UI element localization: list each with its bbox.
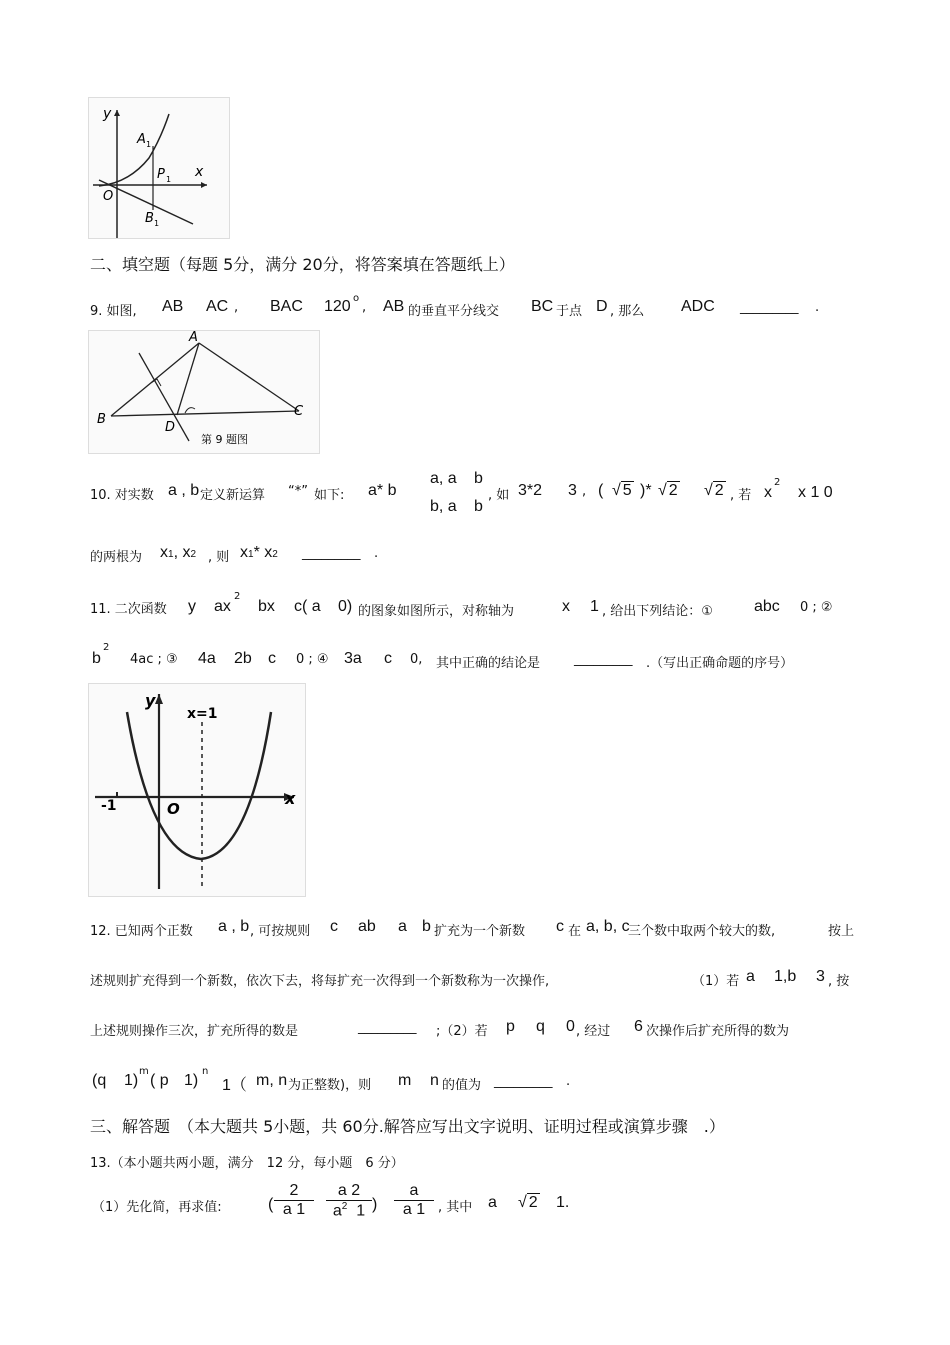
q11-blank: _________ [574, 652, 633, 667]
q12-m: m [139, 1066, 149, 1077]
q12-l4f: 为正整数)，则 [288, 1078, 372, 1093]
q11-bx: bx [258, 598, 275, 615]
q10-as: 如下: [314, 488, 345, 503]
q12-blank2: _________ [494, 1074, 553, 1089]
q9-comma2: , [362, 300, 367, 315]
q12-a1: a [746, 968, 755, 985]
q13-frac3 [394, 1182, 434, 1219]
q12-a: a [398, 918, 407, 935]
q11-x: x [562, 598, 570, 615]
q12-l3c: , 经过 [576, 1024, 611, 1039]
q13-lp: ( [268, 1196, 274, 1213]
q12-n: n [202, 1066, 209, 1077]
q10-x1-sub: 1 [168, 549, 174, 560]
q11-desc: 的图象如图所示，对称轴为 [358, 604, 515, 619]
q10-x2: , x [173, 544, 191, 561]
q11-b2: 2b [234, 650, 252, 667]
fig8-a: A [137, 132, 146, 147]
q13-f1n: 2 [289, 1182, 299, 1199]
q9-perp: 的垂直平分线交 [408, 304, 500, 319]
q9-dot: . [815, 300, 820, 315]
figure-q9 [88, 330, 320, 454]
fig8-p: P [157, 167, 165, 182]
q10-num: 10. 对实数 [90, 488, 154, 503]
q11-give: , 给出下列结论：① [602, 604, 713, 619]
q12-dot: . [566, 1074, 571, 1089]
q9-adc: ADC [681, 298, 715, 315]
fig9-caption: 第 9 题图 [201, 433, 248, 446]
q12-blank1: _________ [358, 1020, 417, 1035]
q9-ab: AB [162, 298, 184, 315]
q11-z3: 0 ; ④ [296, 652, 329, 667]
q13-frac1 [274, 1182, 314, 1219]
q9-bc: BC [531, 298, 554, 315]
q9-angle: 120 [324, 298, 351, 315]
q12-l4d: 1) [184, 1072, 199, 1089]
q12-abc: a, b, c [586, 918, 630, 935]
q10-sqrt5: √ 5 [612, 482, 632, 499]
q13-f3n: a [409, 1182, 419, 1199]
q12-num: 12. 已知两个正数 [90, 924, 193, 939]
q11-z4: 0, [410, 652, 423, 667]
q10-p-x2: * x [253, 544, 273, 561]
q12-line2: 述规则扩充得到一个新数，依次下去，将每扩充一次得到一个新数称为一次操作, [90, 974, 550, 989]
q13-f2sup: 2 [341, 1201, 348, 1212]
q10-blank: _________ [302, 546, 361, 561]
q10-r5: 5 [622, 482, 632, 499]
fig9-a: A [189, 330, 198, 345]
q12-six: 6 [634, 1018, 643, 1035]
q12-l2c: , 按 [828, 974, 850, 989]
fig8-b: B [145, 211, 154, 226]
q11-correct: 其中正确的结论是 [436, 656, 541, 671]
q12-l4c: ( p [150, 1072, 169, 1089]
q11-c0: 0) [338, 598, 353, 615]
q13-f3d: a 1 [394, 1200, 434, 1219]
q9-then: , 那么 [610, 304, 645, 319]
fig11-y: y [145, 691, 156, 710]
q11-sup2: 2 [234, 591, 241, 602]
q10-rp: )* [640, 482, 652, 499]
q9-num: 9. 如图, [90, 304, 137, 319]
q12-q: q [536, 1018, 545, 1035]
q10-if: , 若 [730, 488, 752, 503]
q9-deg: o [353, 293, 360, 304]
q10-eqrest: x 1 0 [798, 484, 833, 501]
q11-x1: 1 [590, 598, 599, 615]
q13-one: 1. [556, 1194, 570, 1211]
q10-p-x1-sub: 1 [248, 549, 254, 560]
q12-b3: 3 [816, 968, 825, 985]
fig11-axis: x=1 [187, 706, 218, 722]
q9-at: 于点 [556, 304, 583, 319]
q13-part1: （1）先化简，再求值: [92, 1200, 222, 1215]
fig11-o: O [167, 800, 180, 818]
q10-ab: a , b [168, 482, 200, 499]
q11-b: b [92, 650, 101, 667]
q10-c2b: b [474, 498, 483, 515]
q13-f2d2: 1 [356, 1202, 366, 1220]
q10-c1b: b [474, 470, 483, 487]
q12-l4b: 1) [124, 1072, 139, 1089]
q10-roots [160, 544, 196, 562]
q13-a: a [488, 1194, 497, 1211]
q12-a1v: 1,b [774, 968, 797, 985]
q13-f2d: a [332, 1202, 342, 1220]
q12-l4e: 1（ [222, 1077, 247, 1094]
q10-p-x2-sub: 2 [272, 549, 278, 560]
q13-f2n: a 2 [337, 1182, 361, 1199]
q13-rp: ) [372, 1196, 378, 1213]
q9-comma1: , [234, 300, 239, 315]
q13-f1d: a 1 [274, 1200, 314, 1219]
q12-take: 三个数中取两个较大的数, [628, 924, 776, 939]
q11-ac4: 4ac ; ③ [130, 652, 178, 667]
fig9-b: B [97, 412, 106, 427]
q9-bac: BAC [270, 298, 303, 315]
q10-then: , 则 [208, 550, 230, 565]
q11-num: 11. 二次函数 [90, 602, 167, 617]
q11-bsup: 2 [103, 642, 110, 653]
q13-frac2 [326, 1182, 372, 1220]
q11-note: .（写出正确命题的序号） [646, 656, 794, 671]
section-2-title: 二、填空题（每题 5分，满分 20分，将答案填在答题纸上） [90, 255, 515, 274]
q9-blank: _________ [740, 300, 799, 315]
q10-x1: x [160, 544, 168, 561]
fig8-y: y [103, 106, 112, 122]
q12-l2b: （1）若 [692, 974, 740, 989]
q10-define: 定义新运算 [200, 488, 266, 503]
q10-ex1: 3*2 [518, 482, 543, 499]
q10-ex1r: 3 [568, 482, 577, 499]
q10-c2a: b, a [430, 498, 457, 515]
q10-lp: ( [598, 482, 604, 499]
q12-ab2: ab [358, 918, 376, 935]
fig8-o: O [103, 189, 114, 204]
q12-l3b: ;（2）若 [436, 1024, 488, 1039]
q10-x2-sub: 2 [190, 549, 197, 560]
fig11-x: x [285, 789, 296, 808]
q12-c2: c [556, 918, 564, 935]
figure-q8 [88, 97, 230, 239]
q11-c: c( a [294, 598, 321, 615]
q9-d: D [596, 298, 608, 315]
section-3-title: 三、解答题 （本大题共 5小题，共 60分.解答应写出文字说明、证明过程或演算步骤 .） [90, 1117, 725, 1136]
q12-val: 的值为 [442, 1078, 482, 1093]
q12-p: p [506, 1018, 515, 1035]
q10-r2b: 2 [714, 482, 724, 499]
q12-l3d: 次操作后扩充所得的数为 [646, 1024, 790, 1039]
q13-sqrt2: √ 2 [518, 1194, 538, 1211]
fig8-b-sub: 1 [154, 219, 160, 228]
q10-expr: a* b [368, 482, 397, 499]
q12-by: 按上 [828, 924, 855, 939]
q11-ax: ax [214, 598, 231, 615]
q12-line3: 上述规则操作三次，扩充所得的数是 [90, 1024, 299, 1039]
q10-star: “*” [288, 484, 308, 499]
q12-ext: 扩充为一个新数 [434, 924, 526, 939]
q10-sqrt2b: √ 2 [704, 482, 724, 499]
q11-c3: c [384, 650, 392, 667]
q10-p-x1: x [240, 544, 248, 561]
q10-line2: 的两根为 [90, 550, 143, 565]
q12-l4a: (q [92, 1072, 107, 1089]
fig9-d: D [165, 420, 176, 435]
q12-n2: n [430, 1072, 439, 1089]
q12-in: 在 [568, 924, 582, 939]
q12-mn: m, n [256, 1072, 288, 1089]
q10-r2a: 2 [668, 482, 678, 499]
q13-f2d-row [326, 1200, 372, 1220]
fig11-m1: -1 [101, 798, 117, 814]
q12-b: b [422, 918, 431, 935]
q11-z1: 0 ; ② [800, 600, 833, 615]
q11-abc: abc [754, 598, 780, 615]
fig8-p-sub: 1 [166, 175, 172, 184]
q12-ab: a , b [218, 918, 250, 935]
q13-header: 13.（本小题共两小题，满分 12 分，每小题 6 分） [90, 1156, 404, 1171]
q10-c1a: a, a [430, 470, 457, 487]
q9-ab2: AB [383, 298, 405, 315]
q10-eqx: x [764, 484, 772, 501]
q11-a3: 3a [344, 650, 362, 667]
q10-eqsup: 2 [774, 477, 781, 488]
q12-rule: , 可按规则 [250, 924, 311, 939]
q13-r2: 2 [528, 1194, 538, 1211]
q12-m2: m [398, 1072, 412, 1089]
q10-eg: , 如 [488, 488, 510, 503]
fig8-x: x [195, 164, 204, 180]
q13-where: , 其中 [438, 1200, 473, 1215]
fig9-c: C [294, 404, 304, 419]
fig8-a-sub: 1 [146, 140, 152, 149]
q10-sqrt2a: √ 2 [658, 482, 678, 499]
q9-ac: AC [206, 298, 229, 315]
q10-prod [240, 544, 278, 562]
q11-a4: 4a [198, 650, 216, 667]
q10-dot: . [374, 546, 379, 561]
q11-y: y [188, 598, 196, 615]
q12-c: c [330, 918, 338, 935]
q10-comma: , [582, 484, 587, 499]
q12-z: 0 [566, 1018, 575, 1035]
q11-cc: c [268, 650, 276, 667]
figure-q11 [88, 683, 306, 897]
